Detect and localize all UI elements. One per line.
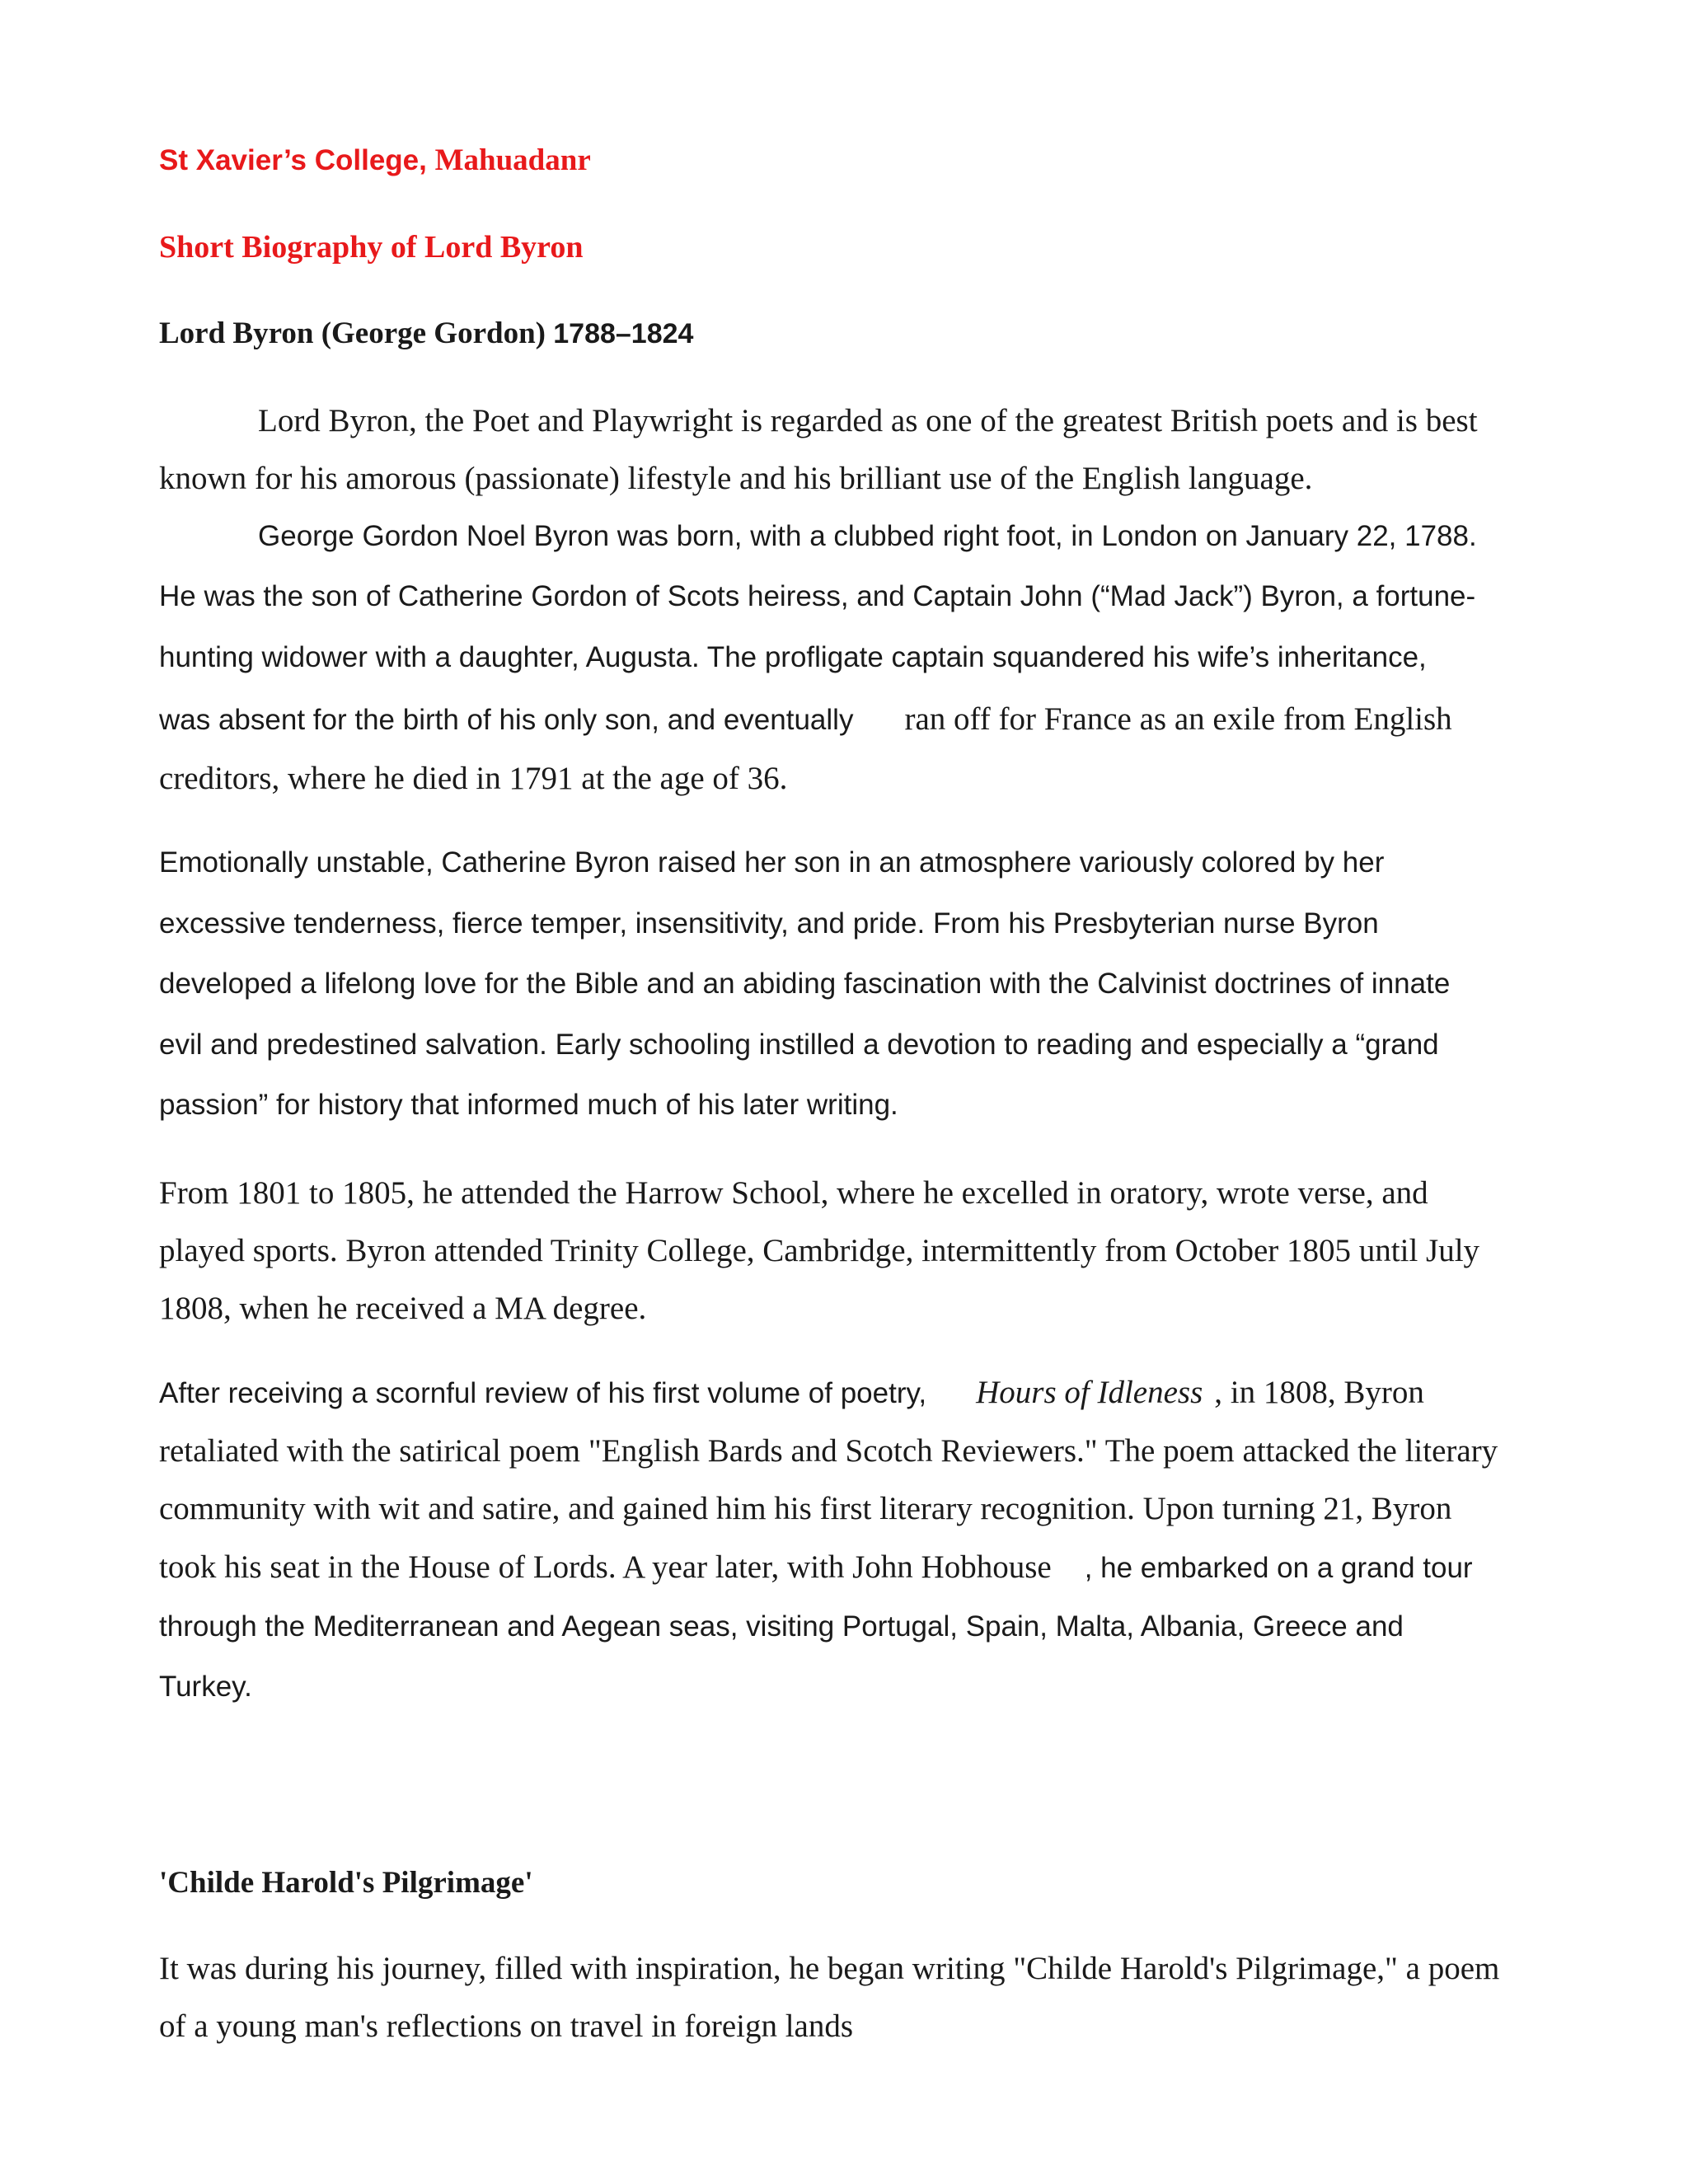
college-name xyxy=(159,145,591,176)
paragraph-3-line-2: excessive tenderness, fierce temper, insensitivity, and pride. From his Presbyterian nurse Byron xyxy=(159,907,1379,940)
paragraph-3-line-5: passion” for history that informed much of his later writing. xyxy=(159,1089,898,1121)
paragraph-5-line-5: through the Mediterranean and Aegean seas, visiting Portugal, Spain, Malta, Albania, Greece and xyxy=(159,1610,1404,1643)
paragraph-5-line-4-sans: , he embarked on a grand tour xyxy=(1084,1552,1473,1584)
paragraph-4-line-1: From 1801 to 1805, he attended the Harrow School, where he excelled in oratory, wrote verse, and xyxy=(159,1175,1428,1211)
paragraph-5-line-1-sans: After receiving a scornful review of his first volume of poetry, xyxy=(159,1377,927,1409)
paragraph-5-line-6: Turkey. xyxy=(159,1671,252,1703)
title-name: Lord Byron (George Gordon) xyxy=(159,316,554,350)
paragraph-2-line-4-serif: ran off for France as an exile from English xyxy=(904,701,1452,737)
title-years: 1788–1824 xyxy=(553,318,694,349)
college-name-part2: Mahuadanr xyxy=(434,143,591,177)
paragraph-5-line-3: community with wit and satire, and gained him his first literary recognition. Upon turning 21, Byron xyxy=(159,1491,1452,1526)
paragraph-5-line-4 xyxy=(159,1551,1473,1583)
paragraph-4-line-3: 1808, when he received a MA degree. xyxy=(159,1291,647,1326)
paragraph-2-line-1: George Gordon Noel Byron was born, with a clubbed right foot, in London on January 22, 1788. xyxy=(258,520,1477,552)
paragraph-3-line-3: developed a lifelong love for the Bible and an abiding fascination with the Calvinist doctrines of innate xyxy=(159,968,1451,1000)
paragraph-3-line-4: evil and predestined salvation. Early schooling instilled a devotion to reading and especially a “grand xyxy=(159,1029,1439,1061)
paragraph-5-line-1 xyxy=(159,1376,1424,1408)
paragraph-2-line-2: He was the son of Catherine Gordon of Scots heiress, and Captain John (“Mad Jack”) Byron, a fortune- xyxy=(159,580,1476,612)
paragraph-5-line-1-tail: , in 1808, Byron xyxy=(1214,1375,1424,1410)
paragraph-2-line-3: hunting widower with a daughter, Augusta. The profligate captain squandered his wife’s inheritance, xyxy=(159,641,1427,673)
section-heading-childe-harold: 'Childe Harold's Pilgrimage' xyxy=(159,1866,533,1900)
paragraph-3-line-1: Emotionally unstable, Catherine Byron raised her son in an atmosphere variously colored by her xyxy=(159,846,1385,879)
section-2-line-2: of a young man's reflections on travel in foreign lands xyxy=(159,2008,854,2044)
document-subtitle: Short Biography of Lord Byron xyxy=(159,230,584,265)
college-name-part1: St Xavier’s College, xyxy=(159,144,435,176)
paragraph-4-line-2: played sports. Byron attended Trinity College, Cambridge, intermittently from October 1805 until July xyxy=(159,1233,1480,1268)
paragraph-2-line-4 xyxy=(159,703,1452,735)
paragraph-2-line-4-sans: was absent for the birth of his only son, and eventually xyxy=(159,704,854,736)
document-title xyxy=(159,318,693,349)
section-2-line-1: It was during his journey, filled with inspiration, he began writing "Childe Harold's Pilgrimage," a poem xyxy=(159,1951,1500,1986)
paragraph-2-line-5: creditors, where he died in 1791 at the age of 36. xyxy=(159,761,788,796)
paragraph-5-line-4-serif: took his seat in the House of Lords. A year later, with John Hobhouse xyxy=(159,1549,1052,1585)
paragraph-5-line-2: retaliated with the satirical poem "English Bards and Scotch Reviewers." The poem attacked the literary xyxy=(159,1433,1498,1469)
paragraph-1-line-1: Lord Byron, the Poet and Playwright is regarded as one of the greatest British poets and is best xyxy=(258,403,1478,438)
paragraph-1-line-2: known for his amorous (passionate) lifestyle and his brilliant use of the English language. xyxy=(159,461,1313,496)
book-title-hours-of-idleness: Hours of Idleness xyxy=(976,1375,1203,1410)
